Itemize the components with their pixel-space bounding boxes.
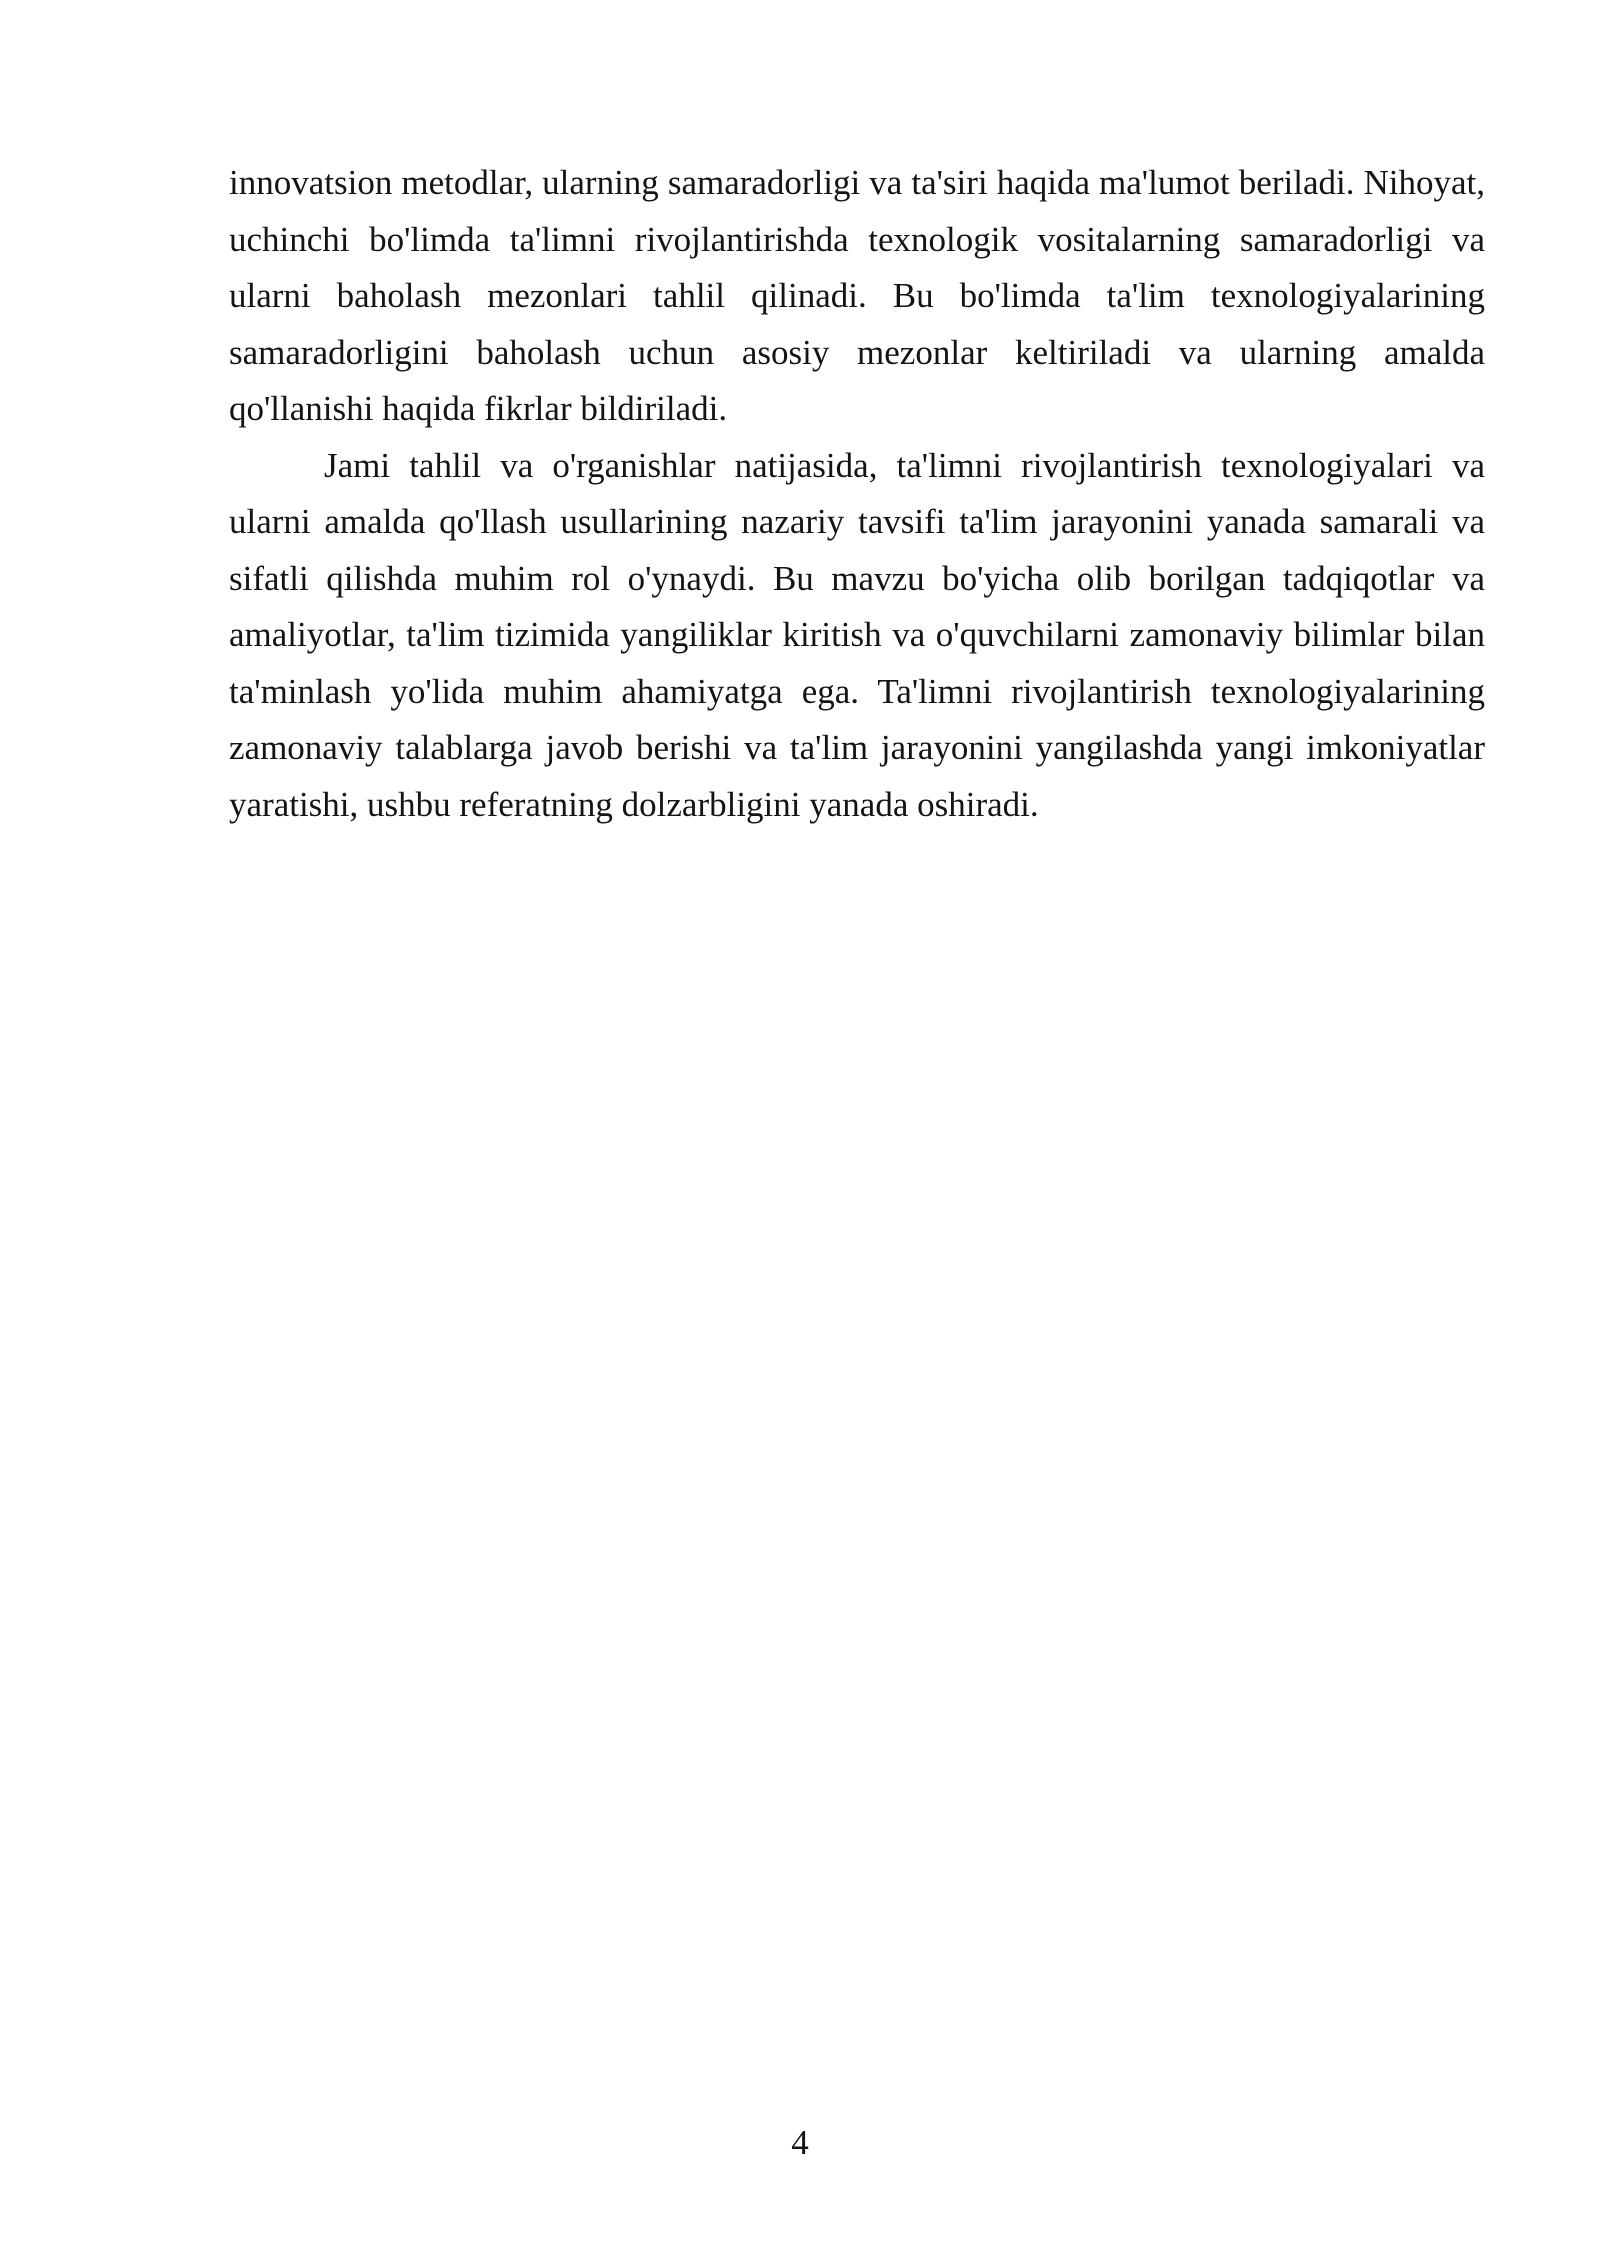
page-number: 4: [791, 2123, 809, 2162]
body-text: [229, 155, 1485, 833]
paragraph-continuation: innovatsion metodlar, ularning samaradorligi va ta'siri haqida ma'lumot beriladi. Nihoyat, uchinchi bo'limda ta'limni rivojlantirishda texnologik vositalarning samaradorligi va ularni baholash mezonlari tahlil qilinadi. Bu bo'limda ta'lim texnologiyalarining samaradorligini baholash uchun asosiy mezonlar keltiriladi va ularning amalda qo'llanishi haqida fikrlar bildiriladi.: [229, 163, 1485, 428]
paragraph-conclusion: Jami tahlil va o'rganishlar natijasida, ta'limni rivojlantirish texnologiyalari va ularni amalda qo'llash usullarining nazariy tavsifi ta'lim jarayonini yanada samarali va sifatli qilishda muhim rol o'ynaydi. Bu mavzu bo'yicha olib borilgan tadqiqotlar va amaliyotlar, ta'lim tizimida yangiliklar kiritish va o'quvchilarni zamonaviy bilimlar bilan ta'minlash yo'lida muhim ahamiyatga ega. Ta'limni rivojlantirish texnologiyalarining zamonaviy talablarga javob berishi va ta'lim jarayonini yangilashda yangi imkoniyatlar yaratishi, ushbu referatning dolzarbligini yanada oshiradi.: [229, 445, 1485, 824]
